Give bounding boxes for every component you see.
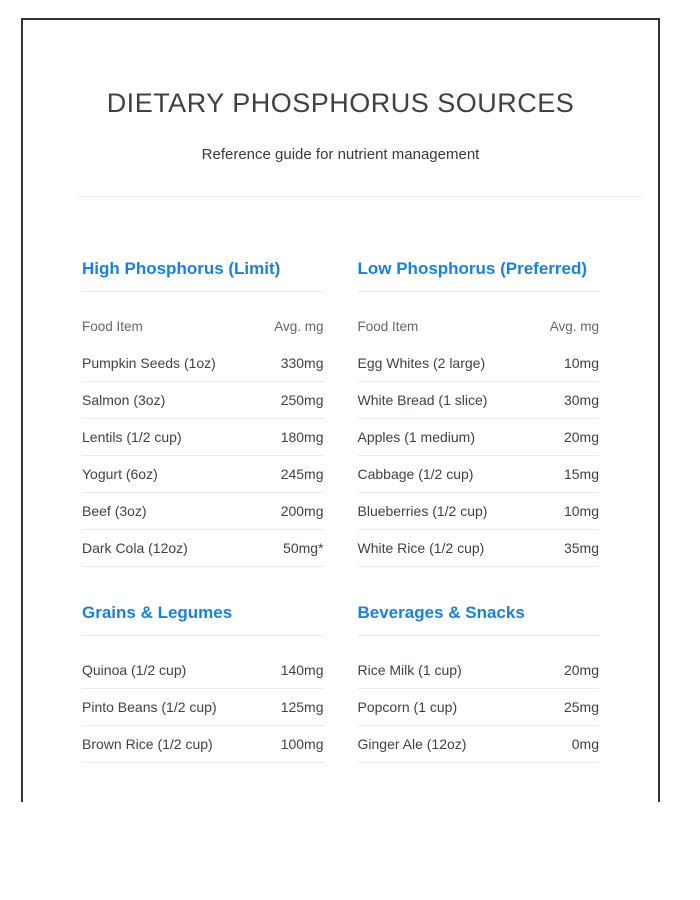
section-heading: Beverages & Snacks <box>358 603 600 636</box>
section-grains-legumes <box>82 603 324 763</box>
food-item-label: Egg Whites (2 large) <box>357 355 486 371</box>
table-row <box>358 419 600 456</box>
section-heading: Low Phosphorus (Preferred) <box>358 259 600 292</box>
table-row <box>82 456 324 493</box>
food-table <box>82 652 324 763</box>
section-low-phosphorus <box>358 259 600 567</box>
table-row <box>82 345 324 382</box>
food-table <box>82 308 324 567</box>
table-row <box>358 726 600 763</box>
food-item-value: 180mg <box>280 429 324 445</box>
food-item-value: 10mg <box>563 503 599 519</box>
food-item-label: Pinto Beans (1/2 cup) <box>82 699 217 715</box>
table-row <box>358 652 600 689</box>
table-row <box>358 530 600 567</box>
food-item-value: 35mg <box>563 540 599 556</box>
table-header-row <box>358 308 600 345</box>
section-high-phosphorus <box>82 259 324 567</box>
food-item-label: Ginger Ale (12oz) <box>357 736 467 752</box>
food-item-value: 20mg <box>563 429 599 445</box>
column-header-avg-mg: Avg. mg <box>549 319 599 334</box>
table-row <box>82 493 324 530</box>
food-item-value: 10mg <box>563 355 599 371</box>
sections-grid <box>23 259 658 763</box>
section-heading: Grains & Legumes <box>82 603 324 636</box>
table-row <box>82 419 324 456</box>
table-row <box>358 456 600 493</box>
food-item-label: Brown Rice (1/2 cup) <box>82 736 213 752</box>
page-title: DIETARY PHOSPHORUS SOURCES <box>106 88 575 118</box>
food-item-label: White Rice (1/2 cup) <box>357 540 485 556</box>
food-item-value: 140mg <box>280 662 324 678</box>
food-item-value: 0mg <box>571 736 599 752</box>
header-divider <box>78 196 642 197</box>
table-row <box>358 689 600 726</box>
food-item-value: 200mg <box>280 503 324 519</box>
food-item-value: 100mg <box>280 736 324 752</box>
food-item-label: Apples (1 medium) <box>357 429 475 445</box>
section-heading: High Phosphorus (Limit) <box>82 259 324 292</box>
table-header-row <box>82 308 324 345</box>
food-item-label: Cabbage (1/2 cup) <box>357 466 474 482</box>
table-row <box>82 382 324 419</box>
food-table <box>358 652 600 763</box>
table-row <box>358 493 600 530</box>
section-beverages-snacks <box>358 603 600 763</box>
food-table <box>358 308 600 567</box>
table-row <box>82 530 324 567</box>
food-item-label: Lentils (1/2 cup) <box>82 429 182 445</box>
food-item-label: Rice Milk (1 cup) <box>357 662 462 678</box>
food-item-label: Quinoa (1/2 cup) <box>82 662 187 678</box>
table-row <box>82 652 324 689</box>
reference-card <box>21 18 660 802</box>
food-item-value: 330mg <box>280 355 324 371</box>
food-item-label: Blueberries (1/2 cup) <box>357 503 488 519</box>
table-row <box>358 382 600 419</box>
food-item-value: 250mg <box>280 392 324 408</box>
table-row <box>82 689 324 726</box>
food-item-value: 25mg <box>563 699 599 715</box>
food-item-label: Beef (3oz) <box>82 503 147 519</box>
column-header-food-item: Food Item <box>82 319 143 334</box>
food-item-value: 125mg <box>280 699 324 715</box>
column-header-avg-mg: Avg. mg <box>274 319 324 334</box>
food-item-label: White Bread (1 slice) <box>357 392 488 408</box>
table-row <box>358 345 600 382</box>
food-item-label: Salmon (3oz) <box>82 392 166 408</box>
table-row <box>82 726 324 763</box>
food-item-label: Dark Cola (12oz) <box>82 540 188 556</box>
column-header-food-item: Food Item <box>357 319 419 334</box>
food-item-value: 15mg <box>563 466 599 482</box>
food-item-label: Pumpkin Seeds (1oz) <box>82 355 216 371</box>
food-item-value: 30mg <box>563 392 599 408</box>
food-item-value: 50mg* <box>283 540 324 556</box>
food-item-value: 20mg <box>563 662 599 678</box>
page-subtitle: Reference guide for nutrient management <box>201 146 480 163</box>
food-item-label: Popcorn (1 cup) <box>357 699 458 715</box>
food-item-label: Yogurt (6oz) <box>82 466 158 482</box>
food-item-value: 245mg <box>280 466 324 482</box>
